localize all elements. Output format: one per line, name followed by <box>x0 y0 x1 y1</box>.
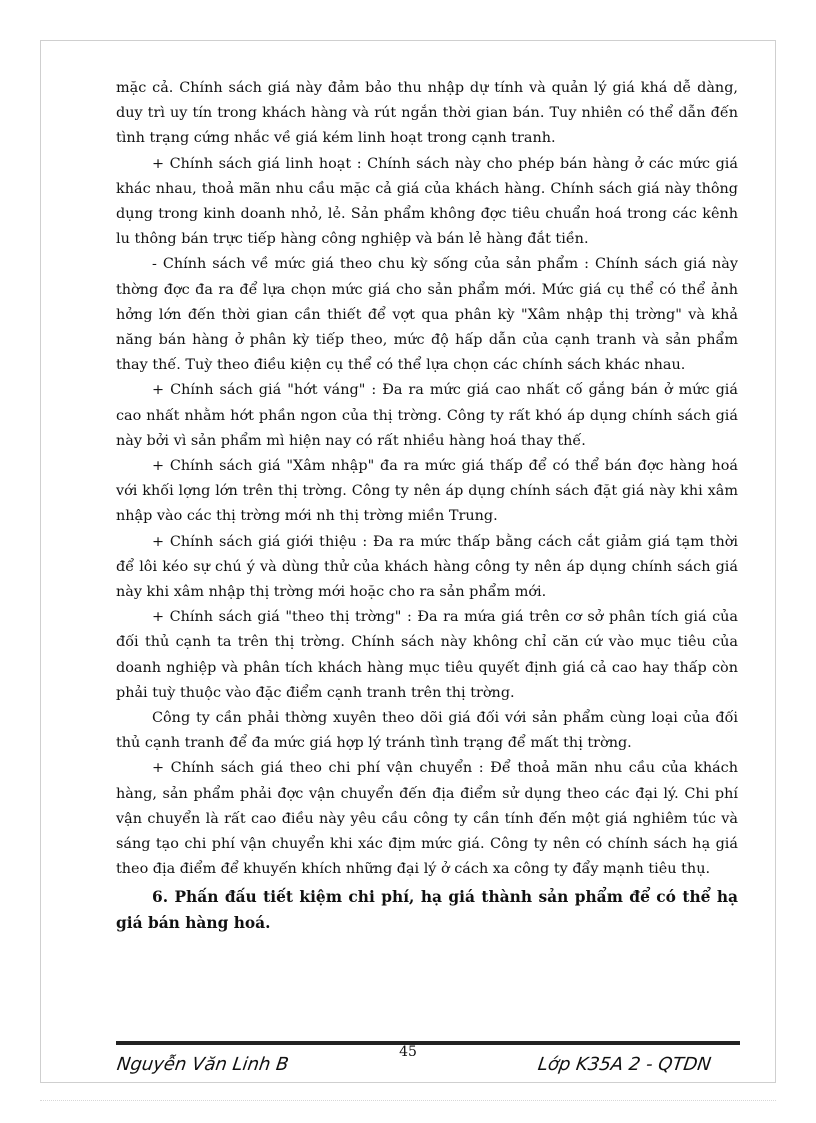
paragraph-9: + Chính sách giá theo chi phí vận chuyển : Để thoả mãn nhu cầu của khách hàng, sản phẩm phải đợc vận chuyển đến địa điểm sử dụng theo các đại lý. Chi phí vận chuyển là rất cao điều này yêu cầu công ty cần tính đến một giá nghiêm túc và sáng tạo chi phí vận chuyển khi xác địm mức giá. Công ty nên có chính sách hạ giá theo địa điểm để khuyến khích những đại lý ở cách xa công ty đẩy mạnh tiêu thụ. <box>116 760 738 878</box>
paragraph-3: - Chính sách về mức giá theo chu kỳ sống của sản phẩm : Chính sách giá này thờng đợc đa ra để lựa chọn mức giá cho sản phẩm mới. Mức giá cụ thể có thể ảnh hởng lớn đến thời gian cần thiết để vợt qua phân kỳ "Xâm nhập thị trờng" và khả năng bán hàng ở phân kỳ tiếp theo, mức độ hấp dẫn của cạnh tranh và sản phẩm thay thế. Tuỳ theo điều kiện cụ thể có thể lựa chọn các chính sách khác nhau. <box>116 256 738 374</box>
footer-class-label: Lớp K35A 2 - QTDN <box>536 1054 713 1075</box>
section-heading: 6. Phấn đấu tiết kiệm chi phí, hạ giá thành sản phẩm để có thể hạ giá bán hàng hoá. <box>116 887 738 932</box>
paragraph-5: + Chính sách giá "Xâm nhập" đa ra mức giá thấp để có thể bán đợc hàng hoá với khối lợng lớn trên thị trờng. Công ty nên áp dụng chính sách đặt giá này khi xâm nhập vào các thị trờng mới nh thị trờng miền Trung. <box>116 458 738 525</box>
paragraph-1: mặc cả. Chính sách giá này đảm bảo thu nhập dự tính và quản lý giá khá dễ dàng, duy trì uy tín trong khách hàng và rút ngắn thời gian bán. Tuy nhiên có thể dẫn đến tình trạng cứng nhắc về giá kém linh hoạt trong cạnh tranh. <box>116 80 738 147</box>
document-body <box>116 76 738 936</box>
paragraph-6: + Chính sách giá giới thiệu : Đa ra mức thấp bằng cách cắt giảm giá tạm thời để lôi kéo sự chú ý và dùng thử của khách hàng công ty nên áp dụng chính sách giá này khi xâm nhập thị trờng mới hoặc cho ra sản phẩm mới. <box>116 533 738 601</box>
paragraph-2: + Chính sách giá linh hoạt : Chính sách này cho phép bán hàng ở các mức giá khác nhau, thoả mãn nhu cầu mặc cả giá của khách hàng. Chính sách giá này thông dụng trong kinh doanh nhỏ, lẻ. Sản phẩm không đợc tiêu chuẩn hoá trong các kênh lu thông bán trực tiếp hàng công nghiệp và bán lẻ hàng đắt tiền. <box>116 155 738 248</box>
paragraph-4: + Chính sách giá "hớt váng" : Đa ra mức giá cao nhất cố gắng bán ở mức giá cao nhất nhằm hớt phần ngon của thị trờng. Công ty rất khó áp dụng chính sách giá này bởi vì sản phẩm mì hiện nay có rất nhiều hàng hoá thay thế. <box>116 382 738 449</box>
bottom-dotted-divider <box>40 1100 776 1101</box>
paragraph-7: + Chính sách giá "theo thị trờng" : Đa ra mứa giá trên cơ sở phân tích giá của đối thủ cạnh ta trên thị trờng. Chính sách này không chỉ căn cứ vào mục tiêu của doanh nghiệp và phân tích khách hàng mục tiêu quyết định giá cả cao hay thấp còn phải tuỳ thuộc vào đặc điểm cạnh tranh trên thị trờng. <box>116 609 738 701</box>
paragraph-8: Công ty cần phải thờng xuyên theo dõi giá đối với sản phẩm cùng loại của đối thủ cạnh tranh để đa mức giá hợp lý tránh tình trạng để mất thị trờng. <box>116 710 738 752</box>
footer-author: Nguyễn Văn Linh B <box>115 1054 291 1075</box>
page-number: 45 <box>399 1044 417 1060</box>
